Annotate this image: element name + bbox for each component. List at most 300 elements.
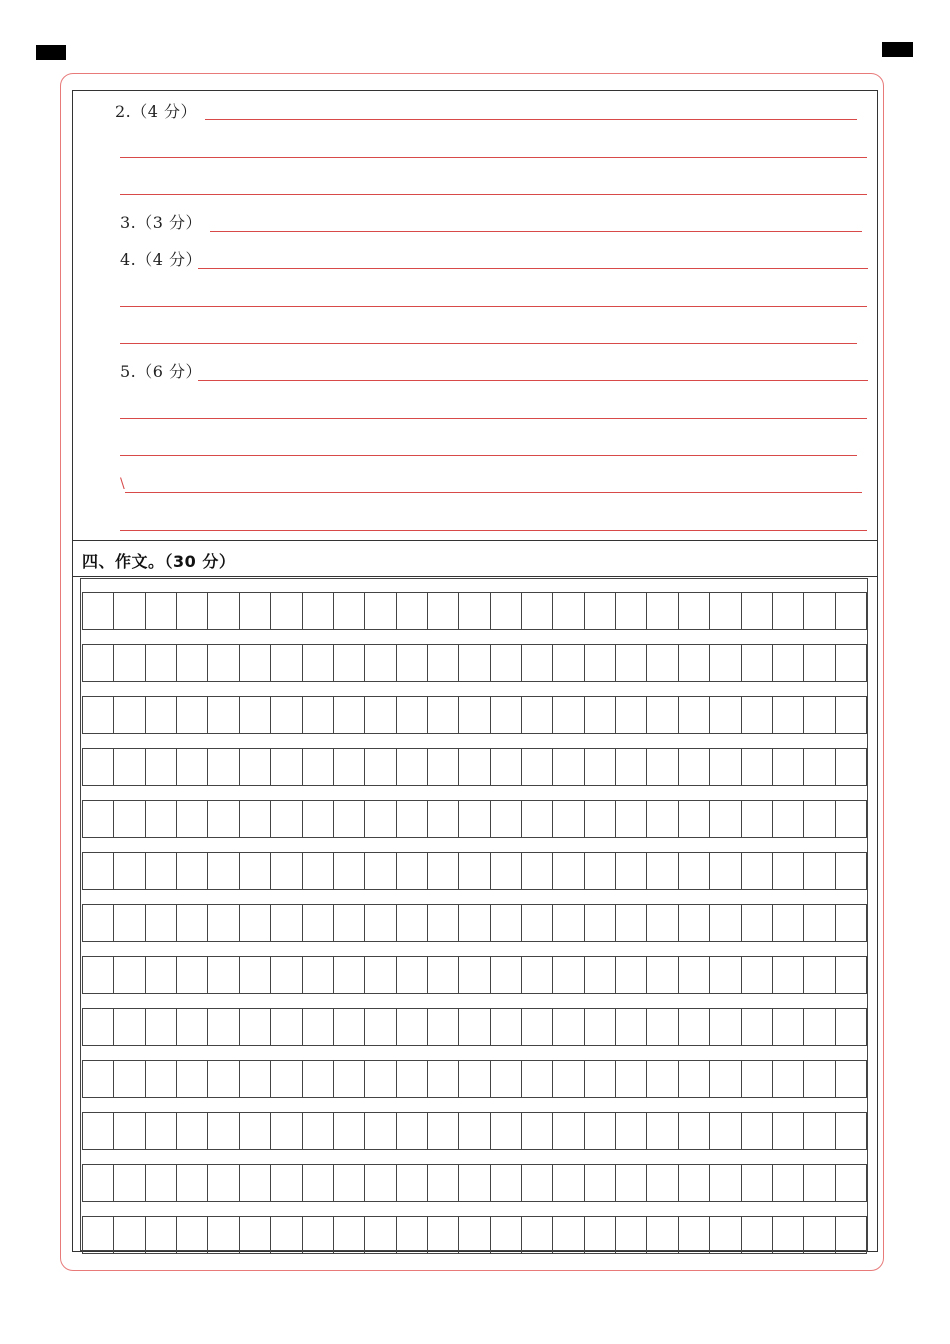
essay-grid-cell[interactable] — [585, 853, 616, 889]
essay-grid-cell[interactable] — [804, 957, 835, 993]
essay-grid-cell[interactable] — [397, 1061, 428, 1097]
essay-grid-cell[interactable] — [804, 853, 835, 889]
essay-grid-cell[interactable] — [177, 905, 208, 941]
essay-grid-cell[interactable] — [710, 801, 741, 837]
essay-grid-cell[interactable] — [585, 1165, 616, 1201]
essay-grid-cell[interactable] — [428, 749, 459, 785]
essay-grid-cell[interactable] — [836, 905, 867, 941]
essay-grid-cell[interactable] — [710, 1165, 741, 1201]
essay-grid-cell[interactable] — [804, 905, 835, 941]
question-5-answer-line[interactable] — [198, 380, 868, 381]
essay-grid-cell[interactable] — [208, 853, 239, 889]
essay-grid-cell[interactable] — [240, 645, 271, 681]
essay-grid-cell[interactable] — [208, 645, 239, 681]
essay-grid-cell[interactable] — [83, 853, 114, 889]
essay-grid-cell[interactable] — [616, 1113, 647, 1149]
essay-grid-cell[interactable] — [146, 905, 177, 941]
essay-grid-cell[interactable] — [177, 749, 208, 785]
essay-grid-cell[interactable] — [303, 1165, 334, 1201]
essay-grid-cell[interactable] — [522, 645, 553, 681]
essay-grid-cell[interactable] — [804, 1217, 835, 1253]
essay-grid-cell[interactable] — [710, 645, 741, 681]
essay-grid-cell[interactable] — [177, 697, 208, 733]
essay-grid-cell[interactable] — [459, 853, 490, 889]
essay-grid-cell[interactable] — [303, 1113, 334, 1149]
essay-grid-cell[interactable] — [428, 1217, 459, 1253]
essay-grid-cell[interactable] — [773, 1217, 804, 1253]
essay-grid-cell[interactable] — [397, 645, 428, 681]
essay-grid-cell[interactable] — [836, 749, 867, 785]
essay-grid-cell[interactable] — [146, 1217, 177, 1253]
essay-grid-cell[interactable] — [553, 749, 584, 785]
essay-grid-cell[interactable] — [334, 1113, 365, 1149]
essay-grid-cell[interactable] — [616, 1165, 647, 1201]
essay-grid-cell[interactable] — [522, 801, 553, 837]
essay-grid-cell[interactable] — [553, 1217, 584, 1253]
essay-grid-cell[interactable] — [365, 1165, 396, 1201]
essay-grid-cell[interactable] — [146, 593, 177, 629]
essay-grid-cell[interactable] — [271, 957, 302, 993]
essay-grid-cell[interactable] — [208, 1061, 239, 1097]
essay-grid-cell[interactable] — [742, 1165, 773, 1201]
essay-grid-cell[interactable] — [208, 1217, 239, 1253]
essay-grid-cell[interactable] — [491, 697, 522, 733]
essay-grid-cell[interactable] — [616, 801, 647, 837]
essay-grid-cell[interactable] — [146, 697, 177, 733]
essay-grid-cell[interactable] — [836, 697, 867, 733]
essay-grid-cell[interactable] — [679, 1217, 710, 1253]
essay-grid-cell[interactable] — [679, 645, 710, 681]
essay-grid-cell[interactable] — [303, 593, 334, 629]
essay-grid-cell[interactable] — [585, 697, 616, 733]
essay-grid-cell[interactable] — [679, 593, 710, 629]
essay-grid-cell[interactable] — [553, 801, 584, 837]
essay-grid-cell[interactable] — [522, 853, 553, 889]
essay-grid-cell[interactable] — [491, 905, 522, 941]
essay-grid-cell[interactable] — [491, 749, 522, 785]
essay-grid-cell[interactable] — [114, 1061, 145, 1097]
essay-grid-cell[interactable] — [804, 697, 835, 733]
essay-grid-cell[interactable] — [679, 905, 710, 941]
essay-grid-cell[interactable] — [553, 957, 584, 993]
essay-grid-cell[interactable] — [553, 853, 584, 889]
essay-grid-cell[interactable] — [804, 1061, 835, 1097]
essay-grid-cell[interactable] — [459, 749, 490, 785]
essay-grid-cell[interactable] — [804, 645, 835, 681]
essay-grid-cell[interactable] — [208, 957, 239, 993]
essay-grid-cell[interactable] — [491, 1061, 522, 1097]
essay-grid-cell[interactable] — [397, 1009, 428, 1045]
question-3-answer-line[interactable] — [210, 231, 862, 232]
essay-grid-cell[interactable] — [271, 697, 302, 733]
essay-grid-cell[interactable] — [271, 801, 302, 837]
essay-grid-cell[interactable] — [365, 749, 396, 785]
essay-grid-cell[interactable] — [240, 1061, 271, 1097]
essay-grid-cell[interactable] — [585, 593, 616, 629]
essay-grid-cell[interactable] — [459, 957, 490, 993]
essay-grid-cell[interactable] — [616, 1009, 647, 1045]
essay-grid-cell[interactable] — [836, 957, 867, 993]
essay-grid-cell[interactable] — [83, 905, 114, 941]
essay-grid-cell[interactable] — [114, 593, 145, 629]
essay-grid-cell[interactable] — [365, 853, 396, 889]
question-5-answer-line[interactable] — [120, 418, 867, 419]
essay-grid-cell[interactable] — [177, 645, 208, 681]
essay-grid-cell[interactable] — [271, 1061, 302, 1097]
essay-grid-cell[interactable] — [742, 801, 773, 837]
essay-grid-cell[interactable] — [114, 905, 145, 941]
essay-grid-cell[interactable] — [804, 801, 835, 837]
question-2-answer-line[interactable] — [120, 194, 867, 195]
essay-grid-cell[interactable] — [459, 1061, 490, 1097]
essay-grid-cell[interactable] — [114, 1165, 145, 1201]
essay-grid-cell[interactable] — [647, 853, 678, 889]
essay-grid-cell[interactable] — [303, 853, 334, 889]
essay-grid-cell[interactable] — [679, 1165, 710, 1201]
essay-grid-cell[interactable] — [114, 1113, 145, 1149]
essay-grid-cell[interactable] — [428, 801, 459, 837]
essay-grid-cell[interactable] — [522, 1061, 553, 1097]
essay-grid-cell[interactable] — [428, 905, 459, 941]
essay-grid-cell[interactable] — [146, 1165, 177, 1201]
essay-grid-cell[interactable] — [271, 1165, 302, 1201]
essay-grid-cell[interactable] — [836, 1217, 867, 1253]
essay-grid-cell[interactable] — [836, 593, 867, 629]
essay-grid-cell[interactable] — [146, 749, 177, 785]
essay-grid-cell[interactable] — [365, 1113, 396, 1149]
essay-grid-cell[interactable] — [773, 593, 804, 629]
essay-grid-cell[interactable] — [585, 749, 616, 785]
essay-grid-cell[interactable] — [585, 1113, 616, 1149]
essay-grid-cell[interactable] — [334, 905, 365, 941]
essay-grid-cell[interactable] — [679, 801, 710, 837]
essay-grid-cell[interactable] — [742, 957, 773, 993]
essay-grid-cell[interactable] — [177, 1009, 208, 1045]
essay-grid-cell[interactable] — [742, 905, 773, 941]
essay-grid-cell[interactable] — [334, 853, 365, 889]
essay-grid-cell[interactable] — [679, 1113, 710, 1149]
essay-grid-cell[interactable] — [208, 801, 239, 837]
essay-grid-cell[interactable] — [334, 645, 365, 681]
essay-grid-cell[interactable] — [647, 1009, 678, 1045]
essay-grid-cell[interactable] — [397, 593, 428, 629]
essay-grid-cell[interactable] — [397, 853, 428, 889]
essay-grid-cell[interactable] — [459, 645, 490, 681]
essay-grid-cell[interactable] — [773, 853, 804, 889]
essay-grid-cell[interactable] — [553, 697, 584, 733]
essay-grid-cell[interactable] — [647, 1061, 678, 1097]
essay-grid-cell[interactable] — [365, 593, 396, 629]
essay-grid-cell[interactable] — [428, 1061, 459, 1097]
essay-grid-cell[interactable] — [365, 645, 396, 681]
essay-grid-cell[interactable] — [303, 697, 334, 733]
essay-grid-cell[interactable] — [146, 1061, 177, 1097]
essay-grid-cell[interactable] — [710, 853, 741, 889]
essay-grid-cell[interactable] — [83, 645, 114, 681]
essay-grid-cell[interactable] — [365, 957, 396, 993]
essay-grid-cell[interactable] — [459, 1113, 490, 1149]
essay-grid-cell[interactable] — [208, 1113, 239, 1149]
essay-grid-cell[interactable] — [616, 697, 647, 733]
essay-grid-cell[interactable] — [146, 1113, 177, 1149]
essay-grid-cell[interactable] — [459, 1165, 490, 1201]
essay-grid-cell[interactable] — [742, 1217, 773, 1253]
essay-grid-cell[interactable] — [334, 1165, 365, 1201]
essay-grid-cell[interactable] — [83, 957, 114, 993]
essay-grid-cell[interactable] — [303, 957, 334, 993]
essay-grid-cell[interactable] — [522, 1009, 553, 1045]
essay-grid-cell[interactable] — [585, 801, 616, 837]
essay-grid-cell[interactable] — [177, 1165, 208, 1201]
essay-grid-cell[interactable] — [177, 957, 208, 993]
essay-grid-cell[interactable] — [208, 1165, 239, 1201]
essay-grid-cell[interactable] — [710, 749, 741, 785]
essay-grid-cell[interactable] — [585, 957, 616, 993]
essay-grid-cell[interactable] — [710, 905, 741, 941]
essay-grid-cell[interactable] — [114, 801, 145, 837]
essay-grid-cell[interactable] — [710, 1061, 741, 1097]
essay-grid-cell[interactable] — [710, 1009, 741, 1045]
essay-grid-cell[interactable] — [303, 749, 334, 785]
essay-grid-cell[interactable] — [459, 905, 490, 941]
essay-grid-cell[interactable] — [397, 1113, 428, 1149]
essay-grid-cell[interactable] — [428, 853, 459, 889]
essay-grid-cell[interactable] — [303, 1061, 334, 1097]
essay-grid-cell[interactable] — [679, 697, 710, 733]
essay-grid-cell[interactable] — [334, 801, 365, 837]
essay-grid-cell[interactable] — [146, 957, 177, 993]
essay-grid-cell[interactable] — [240, 593, 271, 629]
essay-grid-cell[interactable] — [397, 905, 428, 941]
essay-grid-cell[interactable] — [679, 957, 710, 993]
essay-grid-cell[interactable] — [240, 853, 271, 889]
essay-grid-cell[interactable] — [208, 749, 239, 785]
essay-grid-cell[interactable] — [428, 1165, 459, 1201]
essay-grid-cell[interactable] — [428, 957, 459, 993]
essay-grid-cell[interactable] — [83, 1165, 114, 1201]
essay-grid-cell[interactable] — [271, 905, 302, 941]
essay-grid-cell[interactable] — [491, 645, 522, 681]
essay-grid-cell[interactable] — [271, 1113, 302, 1149]
essay-grid-cell[interactable] — [334, 1061, 365, 1097]
essay-grid-cell[interactable] — [773, 1113, 804, 1149]
essay-grid-cell[interactable] — [114, 1217, 145, 1253]
essay-grid-cell[interactable] — [83, 1113, 114, 1149]
essay-grid-cell[interactable] — [522, 1217, 553, 1253]
essay-grid-cell[interactable] — [647, 645, 678, 681]
essay-grid-cell[interactable] — [522, 1113, 553, 1149]
question-4-answer-line[interactable] — [198, 268, 868, 269]
essay-grid-cell[interactable] — [710, 957, 741, 993]
essay-grid-cell[interactable] — [836, 1113, 867, 1149]
question-2-answer-line[interactable] — [120, 157, 867, 158]
essay-grid-cell[interactable] — [742, 1113, 773, 1149]
essay-grid-cell[interactable] — [836, 1061, 867, 1097]
essay-grid-cell[interactable] — [177, 593, 208, 629]
essay-grid-cell[interactable] — [240, 957, 271, 993]
essay-grid-cell[interactable] — [647, 957, 678, 993]
essay-grid-cell[interactable] — [616, 593, 647, 629]
essay-grid-cell[interactable] — [522, 905, 553, 941]
essay-grid-cell[interactable] — [208, 593, 239, 629]
essay-grid-cell[interactable] — [522, 697, 553, 733]
essay-grid-cell[interactable] — [491, 1113, 522, 1149]
essay-grid-cell[interactable] — [522, 957, 553, 993]
essay-grid-cell[interactable] — [428, 645, 459, 681]
essay-grid-cell[interactable] — [459, 1009, 490, 1045]
essay-grid-cell[interactable] — [240, 1165, 271, 1201]
essay-grid-cell[interactable] — [271, 1217, 302, 1253]
essay-grid-cell[interactable] — [742, 697, 773, 733]
essay-grid-cell[interactable] — [647, 801, 678, 837]
essay-grid-cell[interactable] — [836, 853, 867, 889]
essay-grid-cell[interactable] — [303, 1217, 334, 1253]
essay-grid-cell[interactable] — [83, 1061, 114, 1097]
question-4-answer-line[interactable] — [120, 343, 857, 344]
essay-grid-cell[interactable] — [177, 853, 208, 889]
essay-grid-cell[interactable] — [773, 697, 804, 733]
essay-grid-cell[interactable] — [177, 801, 208, 837]
essay-grid-cell[interactable] — [585, 645, 616, 681]
essay-grid-cell[interactable] — [271, 853, 302, 889]
essay-grid-cell[interactable] — [303, 1009, 334, 1045]
essay-grid-cell[interactable] — [459, 593, 490, 629]
essay-grid-cell[interactable] — [397, 1165, 428, 1201]
essay-grid-cell[interactable] — [742, 1061, 773, 1097]
essay-grid-cell[interactable] — [679, 749, 710, 785]
essay-grid-cell[interactable] — [459, 697, 490, 733]
essay-grid-cell[interactable] — [271, 593, 302, 629]
essay-grid-cell[interactable] — [773, 801, 804, 837]
essay-grid-cell[interactable] — [240, 1217, 271, 1253]
essay-grid-cell[interactable] — [491, 853, 522, 889]
question-5-answer-line[interactable] — [120, 455, 857, 456]
essay-grid-cell[interactable] — [773, 749, 804, 785]
essay-grid-cell[interactable] — [742, 853, 773, 889]
essay-grid-cell[interactable] — [428, 1009, 459, 1045]
essay-grid-cell[interactable] — [553, 1165, 584, 1201]
essay-grid-cell[interactable] — [804, 1009, 835, 1045]
essay-grid-cell[interactable] — [114, 749, 145, 785]
essay-grid-cell[interactable] — [616, 1061, 647, 1097]
essay-grid-cell[interactable] — [647, 1217, 678, 1253]
essay-grid-cell[interactable] — [491, 957, 522, 993]
essay-grid-cell[interactable] — [742, 749, 773, 785]
essay-grid-cell[interactable] — [146, 1009, 177, 1045]
essay-grid-cell[interactable] — [616, 853, 647, 889]
essay-grid-cell[interactable] — [773, 1165, 804, 1201]
essay-grid-cell[interactable] — [240, 905, 271, 941]
essay-grid-cell[interactable] — [397, 1217, 428, 1253]
essay-grid-cell[interactable] — [365, 697, 396, 733]
essay-grid-cell[interactable] — [585, 1217, 616, 1253]
essay-grid-cell[interactable] — [522, 1165, 553, 1201]
essay-grid-cell[interactable] — [647, 749, 678, 785]
essay-grid-cell[interactable] — [616, 957, 647, 993]
essay-grid-cell[interactable] — [585, 1061, 616, 1097]
essay-grid-cell[interactable] — [742, 593, 773, 629]
essay-grid-cell[interactable] — [240, 1009, 271, 1045]
essay-grid-cell[interactable] — [397, 957, 428, 993]
essay-grid-cell[interactable] — [616, 749, 647, 785]
essay-grid-cell[interactable] — [208, 905, 239, 941]
essay-grid-cell[interactable] — [679, 1009, 710, 1045]
essay-grid-cell[interactable] — [742, 1009, 773, 1045]
essay-grid-cell[interactable] — [836, 801, 867, 837]
essay-grid-cell[interactable] — [146, 645, 177, 681]
essay-grid-cell[interactable] — [836, 1009, 867, 1045]
essay-grid-cell[interactable] — [553, 1009, 584, 1045]
essay-grid-cell[interactable] — [459, 1217, 490, 1253]
essay-grid-cell[interactable] — [334, 957, 365, 993]
essay-grid-cell[interactable] — [836, 1165, 867, 1201]
essay-grid-cell[interactable] — [271, 645, 302, 681]
essay-grid-cell[interactable] — [491, 1009, 522, 1045]
essay-grid-cell[interactable] — [83, 801, 114, 837]
question-5-answer-line[interactable] — [125, 492, 862, 493]
essay-grid-cell[interactable] — [585, 1009, 616, 1045]
essay-grid-cell[interactable] — [83, 1217, 114, 1253]
essay-grid-cell[interactable] — [334, 1009, 365, 1045]
essay-grid-cell[interactable] — [365, 801, 396, 837]
essay-grid-cell[interactable] — [491, 1217, 522, 1253]
essay-grid-cell[interactable] — [773, 957, 804, 993]
essay-grid-cell[interactable] — [616, 645, 647, 681]
essay-grid-cell[interactable] — [114, 1009, 145, 1045]
essay-grid-cell[interactable] — [240, 801, 271, 837]
essay-grid-cell[interactable] — [365, 1217, 396, 1253]
essay-grid-cell[interactable] — [773, 1061, 804, 1097]
essay-grid-cell[interactable] — [271, 749, 302, 785]
essay-grid-cell[interactable] — [773, 645, 804, 681]
essay-grid-cell[interactable] — [83, 749, 114, 785]
essay-grid-cell[interactable] — [334, 697, 365, 733]
essay-grid-cell[interactable] — [177, 1113, 208, 1149]
essay-grid-cell[interactable] — [334, 1217, 365, 1253]
essay-grid-cell[interactable] — [397, 801, 428, 837]
question-2-answer-line[interactable] — [205, 119, 857, 120]
essay-grid-cell[interactable] — [397, 749, 428, 785]
essay-grid-cell[interactable] — [647, 905, 678, 941]
essay-grid-cell[interactable] — [616, 905, 647, 941]
essay-grid-cell[interactable] — [710, 593, 741, 629]
essay-grid-cell[interactable] — [83, 1009, 114, 1045]
essay-grid-cell[interactable] — [83, 697, 114, 733]
essay-grid-cell[interactable] — [114, 853, 145, 889]
essay-grid-cell[interactable] — [177, 1061, 208, 1097]
essay-grid-cell[interactable] — [522, 593, 553, 629]
essay-grid-cell[interactable] — [303, 905, 334, 941]
essay-grid-cell[interactable] — [491, 1165, 522, 1201]
essay-grid-cell[interactable] — [522, 749, 553, 785]
essay-grid-cell[interactable] — [428, 593, 459, 629]
essay-grid-cell[interactable] — [334, 749, 365, 785]
essay-grid-cell[interactable] — [553, 645, 584, 681]
essay-grid-cell[interactable] — [836, 645, 867, 681]
essay-grid-cell[interactable] — [177, 1217, 208, 1253]
essay-grid-cell[interactable] — [303, 801, 334, 837]
essay-grid-cell[interactable] — [553, 1113, 584, 1149]
essay-grid-cell[interactable] — [303, 645, 334, 681]
essay-grid-cell[interactable] — [710, 1217, 741, 1253]
essay-grid-cell[interactable] — [428, 1113, 459, 1149]
essay-grid-cell[interactable] — [491, 801, 522, 837]
essay-grid-cell[interactable] — [804, 749, 835, 785]
essay-grid-cell[interactable] — [553, 593, 584, 629]
essay-grid-cell[interactable] — [616, 1217, 647, 1253]
question-5-answer-line[interactable] — [120, 530, 867, 531]
essay-grid-cell[interactable] — [773, 905, 804, 941]
